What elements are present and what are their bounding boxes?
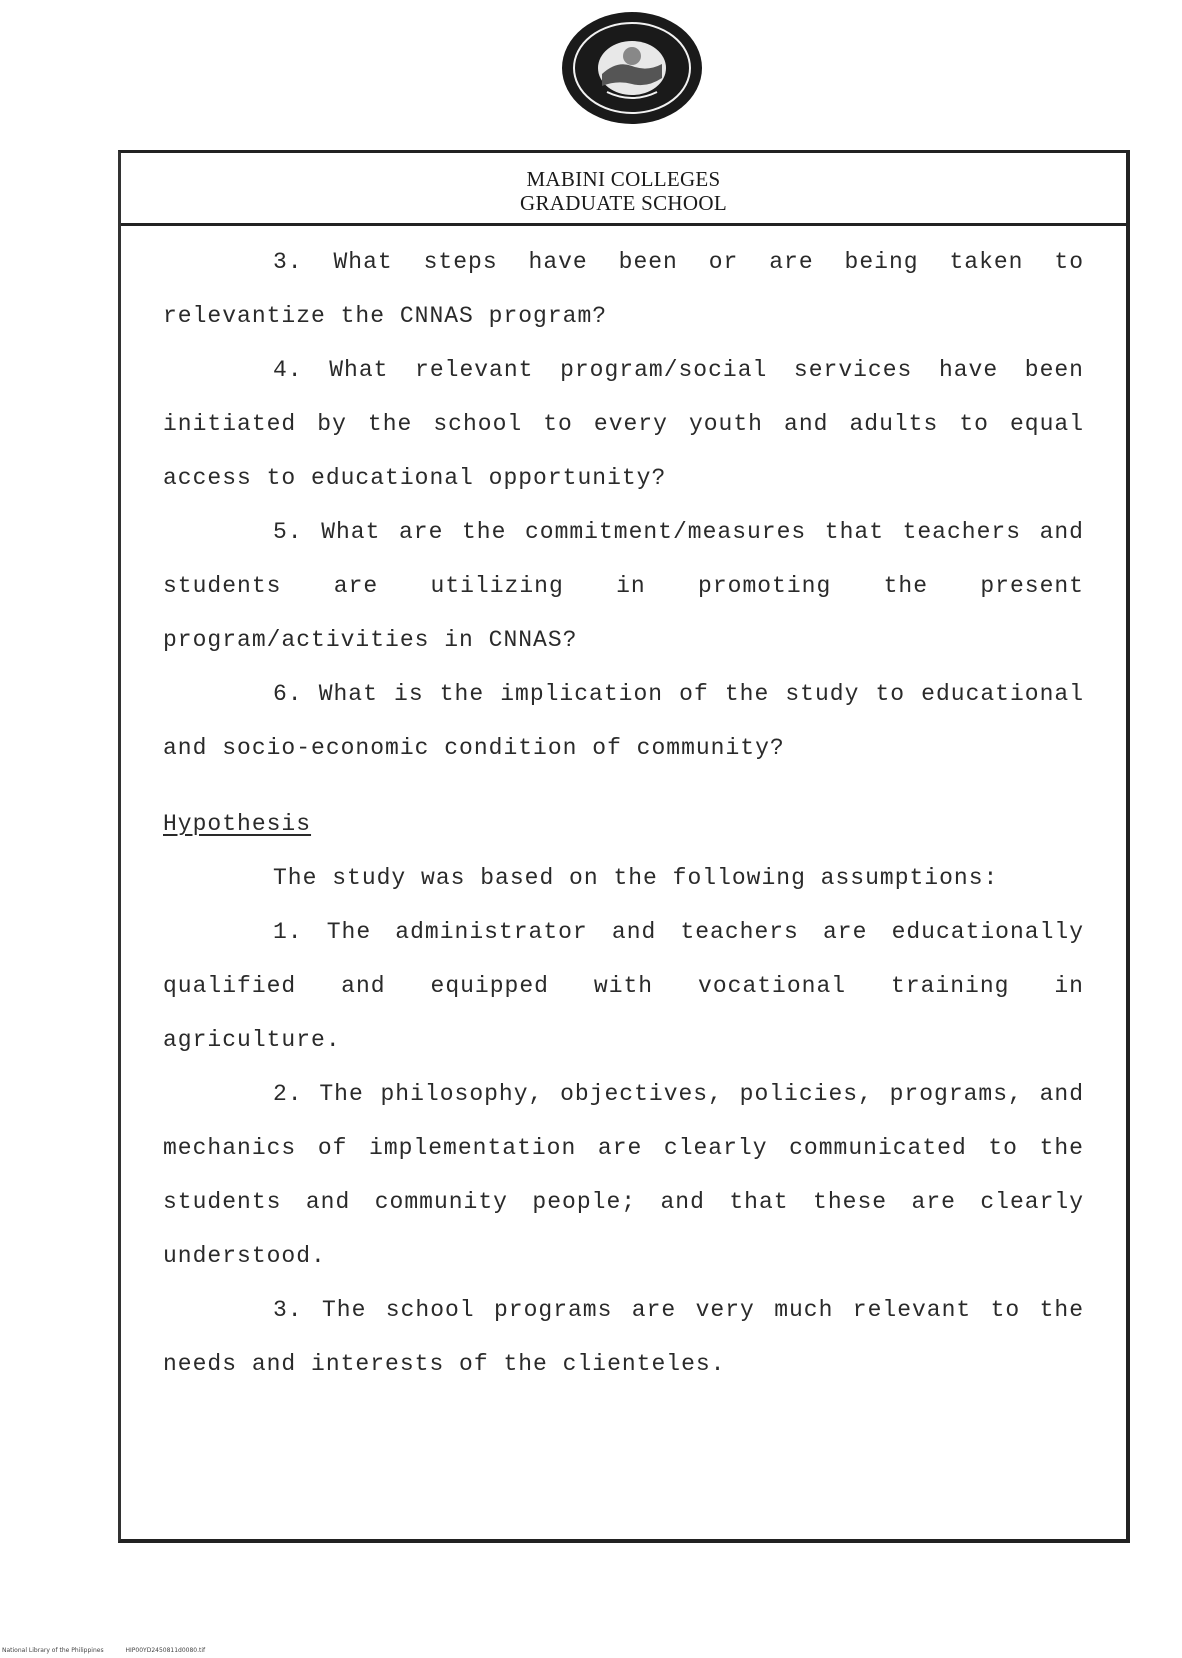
assumption-item: 2. The philosophy, objectives, policies, programs, and mechanics of implementation are clearly communicated to the students and community people; and that these are clearly understood. <box>163 1081 1084 1269</box>
college-seal-icon <box>557 8 707 128</box>
hypothesis-intro: The study was based on the following assumptions: <box>273 865 999 891</box>
scan-footer <box>2 1647 225 1654</box>
section-heading-hypothesis: Hypothesis <box>163 811 312 837</box>
department-name: GRADUATE SCHOOL <box>520 191 727 215</box>
library-credit: National Library of the Philippines <box>2 1647 104 1654</box>
question-item: 5. What are the commitment/measures that teachers and students are utilizing in promoting the present program/activities in CNNAS? <box>163 519 1084 653</box>
question-item: 6. What is the implication of the study to educational and socio-economic condition of community? <box>163 681 1084 761</box>
header-divider <box>121 223 1126 226</box>
document-frame <box>118 150 1130 1543</box>
assumption-item: 3. The school programs are very much relevant to the needs and interests of the clienteles. <box>163 1297 1084 1377</box>
question-item: 4. What relevant program/social services have been initiated by the school to every youth and adults to equal access to educational opportunity? <box>163 357 1084 491</box>
institution-name: MABINI COLLEGES <box>526 167 721 191</box>
letterhead <box>121 167 1126 215</box>
question-item: 3. What steps have been or are being taken to relevantize the CNNAS program? <box>163 249 1084 329</box>
page-body <box>163 235 1084 1391</box>
assumption-item: 1. The administrator and teachers are educationally qualified and equipped with vocational training in agriculture. <box>163 919 1084 1053</box>
file-id: HIP00YD2450811d0080.tif <box>125 1647 206 1654</box>
